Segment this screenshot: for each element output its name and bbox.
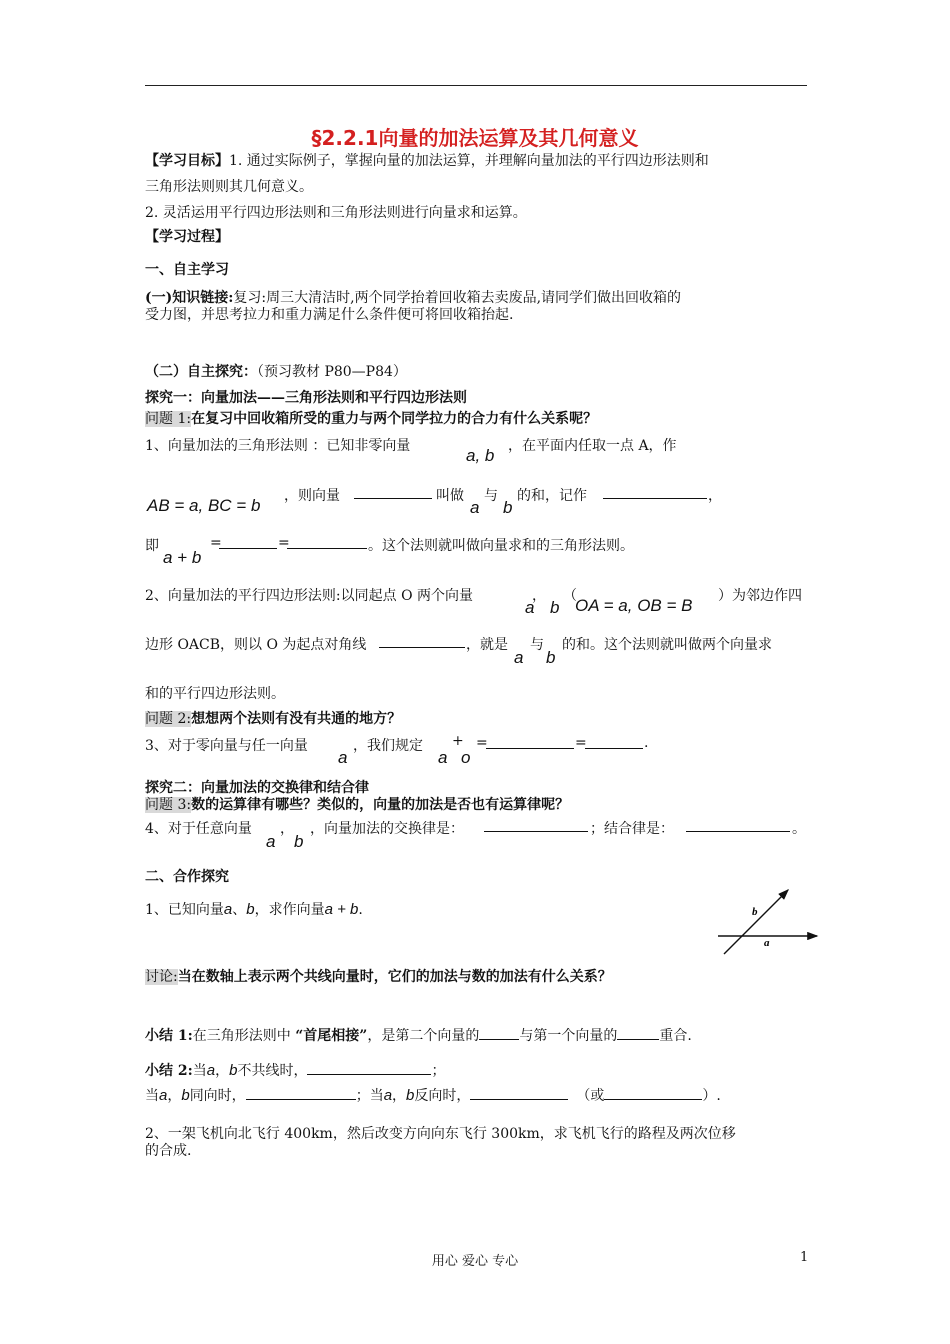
explore-note: （预习教材 P80—P84） <box>257 364 407 380</box>
law-line-a: 4、对于任意向量 <box>145 821 252 837</box>
parallelogram-line-1b: ）为邻边作四 <box>718 588 802 604</box>
summary-2-line-2 <box>145 1085 721 1105</box>
blank-sum-1[interactable] <box>219 548 277 549</box>
law-vec-a: a <box>266 832 276 851</box>
zero-eq-2: = <box>575 735 587 751</box>
discussion <box>145 966 612 986</box>
law-line-b: ，向量加法的交换律是： <box>310 821 464 837</box>
eq-1: = <box>210 535 222 551</box>
zero-end: . <box>644 735 649 751</box>
discussion-tag: 讨论: <box>145 969 178 985</box>
question-3-tag: 问题 3: <box>145 797 192 813</box>
summary-2-vec-b-3: b <box>406 1087 415 1104</box>
zero-vec-a2: a <box>438 748 448 767</box>
summary-2-when-3: 当 <box>369 1088 384 1104</box>
zero-line-b: ，我们规定 <box>353 738 423 754</box>
zero-plus: + <box>452 733 464 749</box>
goals-label: 【学习目标】 <box>145 153 229 169</box>
summary-2-comma: ， <box>215 1063 230 1079</box>
page-number: 1 <box>800 1250 809 1265</box>
summary-2-close: ）. <box>702 1088 721 1104</box>
coop-vec-a: a <box>223 901 233 918</box>
summary-2-comma-2: ， <box>167 1088 182 1104</box>
coop-sep: 、 <box>232 902 247 918</box>
explore-2-title: 探究二：向量加法的交换律和结合律 <box>145 780 369 796</box>
blank-zero-2[interactable] <box>585 748 643 749</box>
section-1-heading: 一、自主学习 <box>145 262 229 278</box>
par2-vec-b: b <box>546 648 556 667</box>
zero-vec-o: o <box>461 748 471 767</box>
summary-2-or: （或 <box>576 1088 605 1104</box>
question-1 <box>145 408 597 428</box>
summary-2-line-1 <box>145 1060 445 1080</box>
discussion-text: 当在数轴上表示两个共线向量时，它们的加法与数的加法有什么关系？ <box>177 969 612 985</box>
blank-summary-1b[interactable] <box>617 1025 659 1040</box>
law-comma: ， <box>280 821 294 837</box>
question-1-text: 在复习中回收箱所受的重力与两个同学拉力的合力有什么关系呢？ <box>191 411 598 427</box>
ji-text: 即 <box>145 538 159 554</box>
summary-1-text-4: 重合. <box>659 1028 692 1044</box>
parallelogram-line-2b: ，就是 <box>466 637 508 653</box>
triangle-line-2a: ，则向量 <box>284 488 340 504</box>
vector-figure <box>712 884 822 956</box>
summary-2-vec-a-3: a <box>383 1087 393 1104</box>
zero-line-a: 3、对于零向量与任一向量 <box>145 738 308 754</box>
par-formula: OA = a, OB = B <box>575 596 693 615</box>
vector-a-b: a, b <box>466 446 495 465</box>
blank-diagonal[interactable] <box>379 647 465 648</box>
triangle-rule-line-1a: 1、向量加法的三角形法则 ：已知非零向量 <box>145 438 411 454</box>
summary-2-when: 当 <box>192 1063 207 1079</box>
with-text: 与 <box>484 488 498 504</box>
summary-1-text-1: 在三角形法则中 <box>192 1028 296 1044</box>
blank-sum-2[interactable] <box>287 548 367 549</box>
summary-2-text-3: 反向时， <box>414 1088 471 1104</box>
blank-summary-1a[interactable] <box>479 1025 519 1040</box>
page-footer: 用心 爱心 专心 <box>431 1254 519 1269</box>
summary-2-when-2: 当 <box>145 1088 159 1104</box>
par-vec-b: b <box>550 598 560 617</box>
a-plus-b: a + b <box>163 548 202 567</box>
vector-b-arrow <box>724 890 788 954</box>
blank-same-direction[interactable] <box>246 1085 356 1100</box>
summary-1-text-2: ，是第二个向量的 <box>367 1028 480 1044</box>
summary-2-vec-b-2: b <box>181 1087 190 1104</box>
summary-2-text-1: 不共线时， <box>237 1063 308 1079</box>
goals-text-1: 1. 通过实际例子，掌握向量的加法运算，并理解向量加法的平行四边形法则和 <box>229 153 709 169</box>
blank-associative[interactable] <box>686 831 790 832</box>
question-3 <box>145 794 569 814</box>
goals-line-3: 2. 灵活运用平行四边形法则和三角形法则进行向量求和运算。 <box>145 205 527 221</box>
explore-1-title: 探究一：向量加法——三角形法则和平行四边形法则 <box>145 390 467 406</box>
triangle-line-2c: 的和，记作 <box>517 488 587 504</box>
fig-label-b: b <box>752 906 758 918</box>
coop-vec-b: b <box>246 901 255 918</box>
blank-noncollinear[interactable] <box>307 1060 431 1075</box>
triangle-line-3-end: 。这个法则就叫做向量求和的三角形法则。 <box>368 538 634 554</box>
plane-line-2: 的合成. <box>145 1143 192 1159</box>
coop-line <box>145 899 363 919</box>
blank-opposite-direction[interactable] <box>470 1085 568 1100</box>
summary-1-label: 小结 1: <box>145 1028 193 1044</box>
parallelogram-line-2c: 的和。这个法则就叫做两个向量求 <box>562 637 772 653</box>
knowledge-label: (一)知识链接: <box>145 290 234 306</box>
coop-text-1: 1、已知向量 <box>145 902 224 918</box>
summary-2-vec-a: a <box>206 1062 216 1079</box>
triangle-line-2d: ， <box>708 488 722 504</box>
blank-zero-1[interactable] <box>486 748 574 749</box>
triangle-line-2b: 叫做 <box>436 488 464 504</box>
header-rule <box>145 85 807 86</box>
zero-eq-1: = <box>476 735 488 751</box>
explore-line <box>145 361 407 381</box>
law-end: 。 <box>792 821 806 837</box>
blank-notation[interactable] <box>603 498 707 499</box>
question-2-text: 想想两个法则有没有共通的地方？ <box>191 711 402 727</box>
par-vec-a: a <box>525 598 535 617</box>
par-paren: （ <box>563 588 577 604</box>
blank-vector[interactable] <box>354 498 432 499</box>
coop-a-plus-b: a + b <box>324 901 359 918</box>
summary-1-text-3: 与第一个向量的 <box>519 1028 618 1044</box>
blank-commutative[interactable] <box>484 831 588 832</box>
process-label: 【学习过程】 <box>145 229 229 245</box>
parallelogram-line-1a: 2、向量加法的平行四边形法则:以同起点 O 两个向量 <box>145 588 474 604</box>
question-2 <box>145 708 401 728</box>
page-title: §2.2.1向量的加法运算及其几何意义 <box>311 126 639 150</box>
parallelogram-line-3: 和的平行四边形法则。 <box>145 686 285 702</box>
eq-2: = <box>278 535 290 551</box>
par-comma: ， <box>532 588 546 604</box>
goals-line-2: 三角形法则则其几何意义。 <box>145 179 313 195</box>
knowledge-line-2: 受力图，并思考拉力和重力满足什么条件便可将回收箱抬起. <box>145 307 514 323</box>
par-with: 与 <box>530 637 544 653</box>
explore-label: （二）自主探究： <box>145 364 257 380</box>
summary-2-vec-b: b <box>229 1062 238 1079</box>
question-2-tag: 问题 2: <box>145 711 192 727</box>
blank-opposite-alt[interactable] <box>604 1085 702 1100</box>
triangle-rule-line-1b: ，在平面内任取一点 A，作 <box>508 438 677 454</box>
coop-text-2: ，求作向量 <box>254 902 325 918</box>
goals-line-1 <box>145 150 709 170</box>
triangle-formula: AB = a, BC = b <box>147 496 261 515</box>
question-3-text: 数的运算律有哪些？类似的，向量的加法是否也有运算律呢？ <box>191 797 570 813</box>
question-1-tag: 问题 1: <box>145 411 192 427</box>
plane-line-1: 2、一架飞机向北飞行 400km，然后改变方向向东飞行 300km，求飞机飞行的路程及两次位移 <box>145 1126 736 1142</box>
summary-2-comma-3: ， <box>392 1088 407 1104</box>
parallelogram-line-2a: 边形 OACB，则以 O 为起点对角线 <box>145 637 367 653</box>
summary-1-quote: “首尾相接” <box>295 1028 368 1044</box>
par2-vec-a: a <box>514 648 524 667</box>
knowledge-text-1: 复习:周三大清洁时,两个同学抬着回收箱去卖废品,请同学们做出回收箱的 <box>233 290 682 306</box>
fig-label-a: a <box>764 937 770 949</box>
summary-2-label: 小结 2: <box>145 1063 193 1079</box>
section-2-heading: 二、合作探究 <box>145 869 229 885</box>
vec-b: b <box>503 498 513 517</box>
law-vec-b: b <box>294 832 304 851</box>
coop-end: . <box>358 902 363 918</box>
law-line-c: ；结合律是： <box>590 821 674 837</box>
summary-1 <box>145 1025 692 1045</box>
summary-2-semi: ； <box>431 1063 446 1079</box>
vec-a: a <box>470 498 480 517</box>
summary-2-text-2: 同向时， <box>189 1088 246 1104</box>
summary-2-vec-a-2: a <box>159 1087 168 1104</box>
zero-vec-a: a <box>338 748 348 767</box>
summary-2-semi-2: ； <box>355 1088 370 1104</box>
